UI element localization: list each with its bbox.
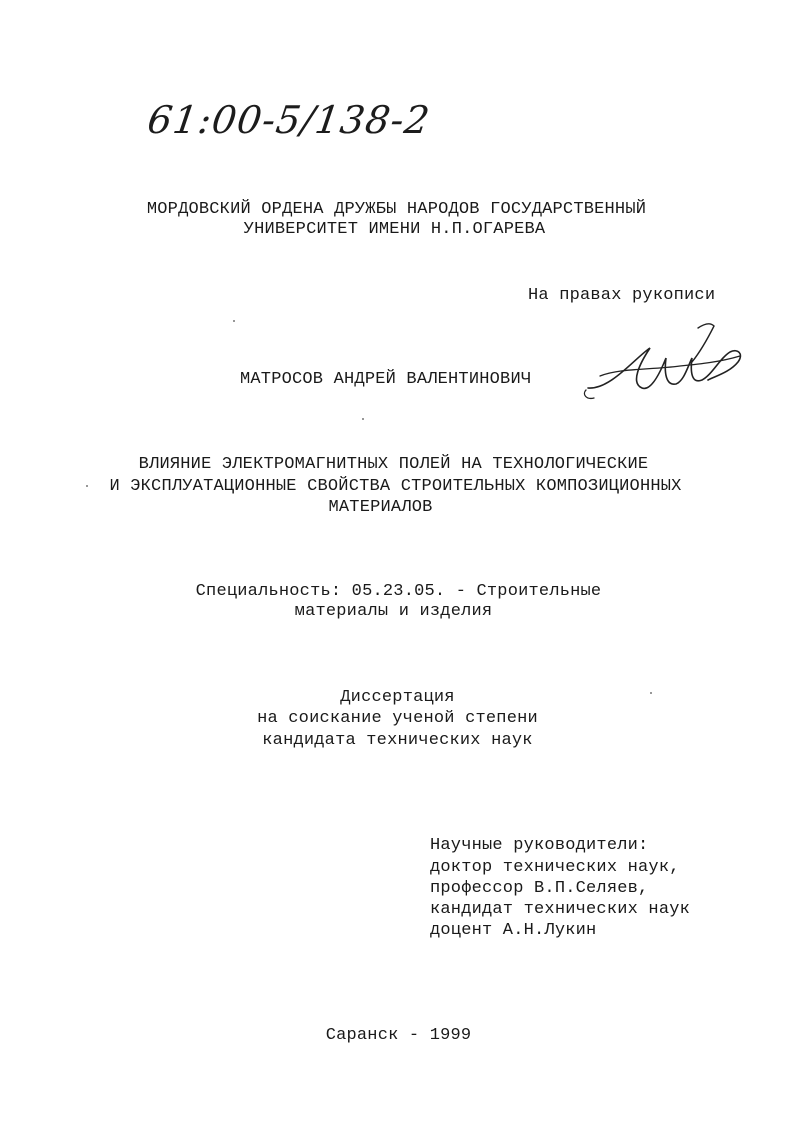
title-line-1: ВЛИЯНИЕ ЭЛЕКТРОМАГНИТНЫХ ПОЛЕЙ НА ТЕХНОЛОГИЧЕСКИЕ [138, 455, 649, 474]
university-line-2: УНИВЕРСИТЕТ ИМЕНИ Н.П.ОГАРЕВА [243, 220, 546, 239]
author-name: МАТРОСОВ АНДРЕЙ ВАЛЕНТИНОВИЧ [240, 370, 532, 389]
title-line-2: И ЭКСПЛУАТАЦИОННЫЕ СВОЙСТВА СТРОИТЕЛЬНЫХ КОМПОЗИЦИОННЫХ [109, 477, 682, 496]
degree-line-2: на соискание ученой степени [257, 709, 538, 728]
supervisors-heading: Научные руководители: [430, 836, 649, 855]
manuscript-note: На правах рукописи [528, 286, 716, 305]
specialty-line-1: Специальность: 05.23.05. - Строительные [195, 582, 602, 601]
place-year: Саранск - 1999 [325, 1026, 472, 1045]
supervisor-line-2: профессор В.П.Селяев, [430, 879, 649, 898]
university-line-1: МОРДОВСКИЙ ОРДЕНА ДРУЖБЫ НАРОДОВ ГОСУДАРСТВЕННЫЙ [146, 200, 647, 219]
title-line-3: МАТЕРИАЛОВ [328, 498, 433, 517]
supervisor-line-1: доктор технических наук, [430, 858, 680, 877]
archive-code-handwritten: 61:00-5/138-2 [144, 98, 433, 142]
scan-speck [86, 485, 88, 487]
degree-line-3: кандидата технических наук [262, 731, 533, 750]
scan-speck [233, 320, 235, 322]
scan-speck [362, 418, 364, 420]
supervisor-line-3: кандидат технических наук [430, 900, 691, 919]
signature-image [580, 318, 750, 408]
specialty-line-2: материалы и изделия [294, 602, 493, 621]
scan-speck [650, 692, 652, 694]
supervisor-line-4: доцент А.Н.Лукин [430, 921, 597, 940]
degree-line-1: Диссертация [340, 688, 455, 707]
